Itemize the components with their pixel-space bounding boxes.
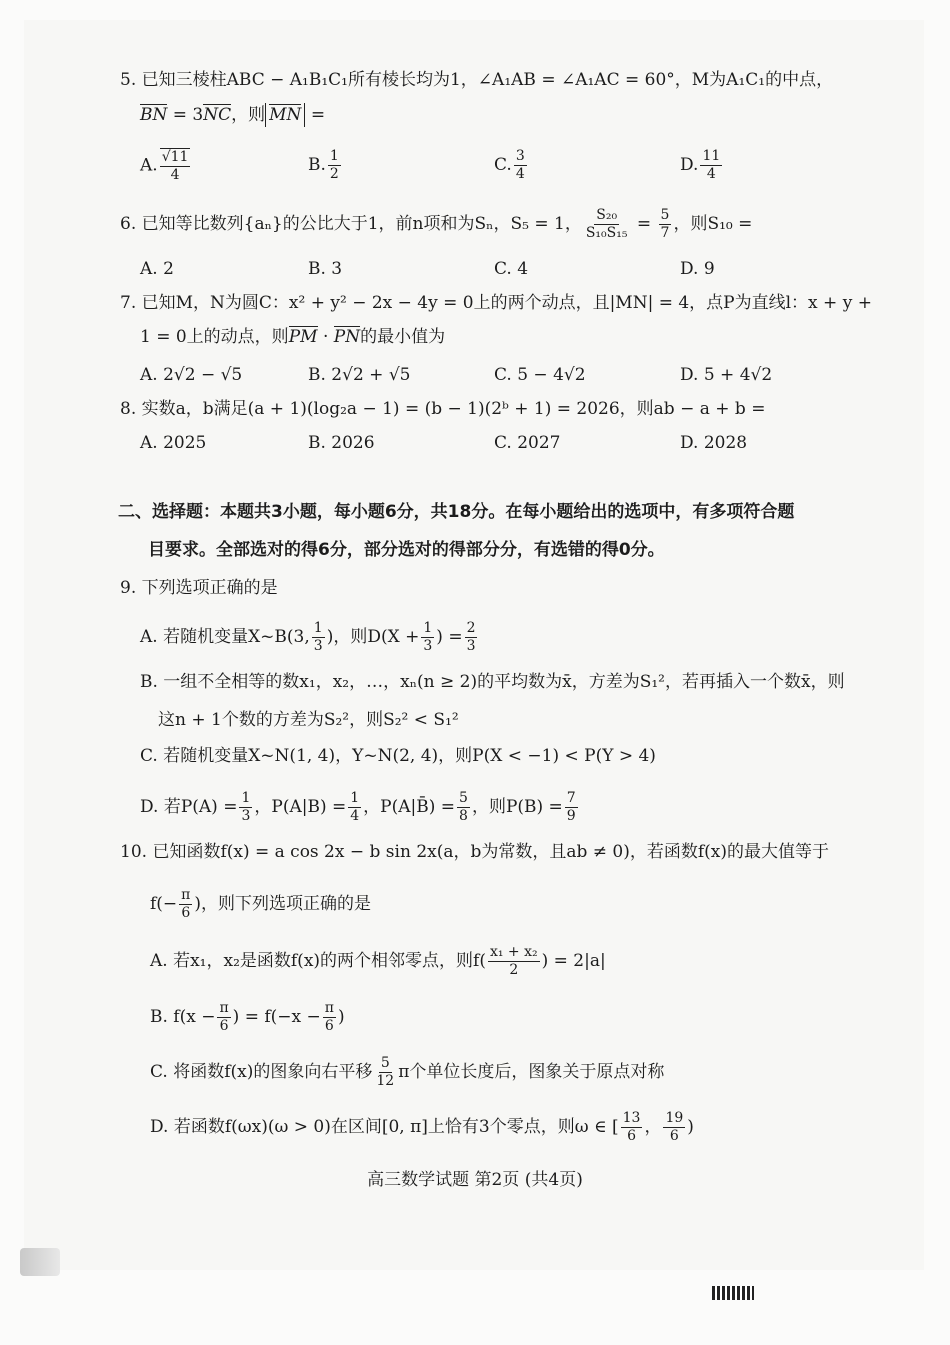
q8-line1: 8. 实数a，b满足(a + 1)(log₂a − 1) = (b − 1)(2ᵇ + 1) = 2026，则ab − a + b = bbox=[120, 399, 766, 419]
q5-option-b bbox=[308, 148, 343, 183]
q9-a-frac1 bbox=[312, 620, 325, 655]
q9-d-frac1-num: 1 bbox=[241, 790, 251, 806]
q6-frac2 bbox=[659, 207, 672, 242]
q10-a-text1: A. 若x₁，x₂是函数f(x)的两个相邻零点，则f( bbox=[150, 951, 486, 971]
q9-d-frac2-den: 4 bbox=[350, 808, 360, 824]
q10-c-text2: π个单位长度后，图象关于原点对称 bbox=[398, 1062, 665, 1082]
q8-option-b: B. 2026 bbox=[308, 433, 375, 453]
q10-a-frac-den: 2 bbox=[509, 962, 519, 978]
q10-option-a bbox=[150, 944, 606, 979]
q9-a-frac3-den: 3 bbox=[466, 638, 476, 654]
q9-stem: 9. 下列选项正确的是 bbox=[120, 578, 278, 598]
q10-c-frac-den: 12 bbox=[376, 1073, 395, 1089]
q10-option-b bbox=[150, 1000, 345, 1035]
q9-d-frac4 bbox=[565, 790, 578, 825]
q9-a-frac2 bbox=[421, 620, 434, 655]
q9-d-frac1-den: 3 bbox=[241, 808, 251, 824]
vector-mn: MN bbox=[269, 105, 302, 125]
vector-pn: PN bbox=[333, 327, 361, 347]
q10-text-a: f(− bbox=[150, 894, 178, 914]
q10-b-frac1-num: π bbox=[219, 1000, 229, 1016]
q9-d-text3: ，P(A|B̄) = bbox=[363, 797, 456, 817]
q9-a-frac3-num: 2 bbox=[466, 620, 476, 636]
q10-a-frac bbox=[488, 944, 540, 979]
q9-a-frac2-num: 1 bbox=[423, 620, 433, 636]
scan-smudge bbox=[20, 1248, 60, 1276]
q9-a-text1: A. 若随机变量X~B(3, bbox=[140, 627, 310, 647]
q6-frac2-den: 7 bbox=[660, 225, 670, 241]
q10-d-frac1-num: 13 bbox=[622, 1110, 641, 1126]
q9-d-frac2 bbox=[348, 790, 361, 825]
q5-c-den: 4 bbox=[515, 166, 525, 182]
q10-frac bbox=[179, 887, 192, 922]
q5-a-frac bbox=[160, 148, 191, 184]
q9-a-text2: )，则D(X + bbox=[326, 627, 420, 647]
q6-text-b: ，则S₁₀ = bbox=[673, 214, 753, 234]
q6-option-b: B. 3 bbox=[308, 259, 343, 279]
section2-heading-line2: 目要求。全部选对的得6分，部分选对的得部分分，有选错的得0分。 bbox=[148, 540, 665, 560]
q10-frac-num: π bbox=[181, 887, 191, 903]
q5-c-num: 3 bbox=[515, 148, 525, 164]
q5-end: = bbox=[305, 105, 326, 125]
q7-option-b: B. 2√2 + √5 bbox=[308, 365, 411, 385]
q6-frac2-num: 5 bbox=[660, 207, 670, 223]
q9-a-frac1-den: 3 bbox=[313, 638, 323, 654]
q9-d-frac3-den: 8 bbox=[459, 808, 468, 824]
q9-option-a bbox=[140, 620, 479, 655]
q6-option-d: D. 9 bbox=[680, 259, 715, 279]
q5-b-den: 2 bbox=[329, 166, 339, 182]
q8-option-d: D. 2028 bbox=[680, 433, 748, 453]
q5-d-label: D. bbox=[680, 155, 699, 175]
q9-d-frac3-num: 5 bbox=[459, 790, 468, 806]
q10-line2 bbox=[150, 887, 371, 922]
q6-text-a: 6. 已知等比数列{aₙ}的公比大于1，前n项和为Sₙ，S₅ = 1， bbox=[120, 214, 582, 234]
q7-dot: · bbox=[317, 327, 334, 347]
q10-frac-den: 6 bbox=[181, 905, 191, 921]
q10-b-text2: ) = f(−x − bbox=[232, 1007, 321, 1027]
q6-line1 bbox=[120, 207, 752, 242]
q10-b-frac1 bbox=[217, 1000, 230, 1035]
q5-c-label: C. bbox=[494, 155, 512, 175]
q5-c-frac bbox=[514, 148, 527, 183]
q6-frac1-den: S₁₀S₁₅ bbox=[585, 225, 628, 241]
q9-d-frac4-num: 7 bbox=[566, 790, 576, 806]
vector-nc: NC bbox=[203, 105, 232, 125]
q5-a-label: A. bbox=[140, 155, 158, 176]
q5-d-num: 11 bbox=[702, 148, 721, 164]
q10-b-frac2-den: 6 bbox=[324, 1018, 334, 1034]
q9-option-d bbox=[140, 790, 580, 825]
qr-code-icon bbox=[712, 1286, 754, 1300]
q6-frac1-num: S₂₀ bbox=[596, 207, 618, 223]
q9-d-text1: D. 若P(A) = bbox=[140, 797, 238, 817]
q6-eq: = bbox=[631, 214, 657, 234]
q10-d-text3: ) bbox=[687, 1117, 694, 1137]
q7-line1: 7. 已知M，N为圆C：x² + y² − 2x − 4y = 0上的两个动点，且|MN| = 4，点P为直线l：x + y + bbox=[120, 293, 872, 313]
q9-d-text2: ，P(A|B) = bbox=[254, 797, 347, 817]
q9-d-frac2-num: 1 bbox=[350, 790, 360, 806]
q9-a-text3: ) = bbox=[436, 627, 463, 647]
q8-option-c: C. 2027 bbox=[494, 433, 561, 453]
q10-d-frac1 bbox=[621, 1110, 643, 1145]
q9-a-frac3 bbox=[465, 620, 478, 655]
q6-frac1 bbox=[584, 207, 630, 242]
q5-a-den: 4 bbox=[170, 167, 180, 183]
q10-d-frac2-num: 19 bbox=[665, 1110, 684, 1126]
q10-b-frac1-den: 6 bbox=[219, 1018, 229, 1034]
q5-option-d bbox=[680, 148, 724, 183]
q10-c-text1: C. 将函数f(x)的图象向右平移 bbox=[150, 1062, 373, 1082]
q9-option-b-line1: B. 一组不全相等的数x₁，x₂，…，xₙ(n ≥ 2)的平均数为x̄，方差为S₁²，若再插入一个数x̄，则 bbox=[140, 672, 845, 692]
q10-c-frac-num: 5 bbox=[380, 1055, 390, 1071]
q10-option-c bbox=[150, 1055, 664, 1090]
q6-option-c: C. 4 bbox=[494, 259, 529, 279]
q5-line1: 5. 已知三棱柱ABC − A₁B₁C₁所有棱长均为1，∠A₁AB = ∠A₁AC = 60°，M为A₁C₁的中点， bbox=[120, 70, 834, 90]
vector-pm: PM bbox=[288, 327, 318, 347]
q10-b-frac2-num: π bbox=[324, 1000, 334, 1016]
q7-text-a: 1 = 0上的动点，则 bbox=[140, 327, 289, 347]
q9-option-c: C. 若随机变量X~N(1, 4)，Y~N(2, 4)，则P(X < −1) < P(Y > 4) bbox=[140, 746, 656, 766]
page-footer: 高三数学试题 第2页 (共4页) bbox=[367, 1170, 583, 1190]
q5-option-a bbox=[140, 148, 192, 184]
q5-eq: = 3 bbox=[167, 105, 204, 125]
q9-a-frac2-den: 3 bbox=[423, 638, 433, 654]
q10-d-frac2 bbox=[663, 1110, 685, 1145]
q9-d-frac4-den: 9 bbox=[566, 808, 576, 824]
section2-heading-line1: 二、选择题：本题共3小题，每小题6分，共18分。在每小题给出的选项中，有多项符合题 bbox=[118, 502, 795, 522]
q5-a-num: √11 bbox=[161, 149, 189, 165]
q8-option-a: A. 2025 bbox=[140, 433, 207, 453]
vector-bn: BN bbox=[140, 105, 168, 125]
q7-option-d: D. 5 + 4√2 bbox=[680, 365, 773, 385]
q9-a-frac1-num: 1 bbox=[313, 620, 323, 636]
q6-option-a: A. 2 bbox=[140, 259, 174, 279]
q9-option-b-line2: 这n + 1个数的方差为S₂²，则S₂² < S₁² bbox=[158, 710, 459, 730]
q10-d-frac1-den: 6 bbox=[627, 1128, 636, 1144]
q10-b-text1: B. f(x − bbox=[150, 1007, 216, 1027]
q9-d-frac3 bbox=[457, 790, 470, 825]
q7-text-b: 的最小值为 bbox=[360, 327, 446, 347]
q10-text-b: )，则下列选项正确的是 bbox=[194, 894, 372, 914]
q10-c-frac bbox=[374, 1055, 396, 1090]
q7-option-c: C. 5 − 4√2 bbox=[494, 365, 586, 385]
q10-a-text2: ) = 2|a| bbox=[541, 951, 606, 971]
q5-then: ，则 bbox=[231, 105, 266, 125]
q10-d-text2: ， bbox=[644, 1117, 662, 1137]
q10-b-frac2 bbox=[323, 1000, 336, 1035]
q9-d-text4: ，则P(B) = bbox=[471, 797, 563, 817]
q10-d-frac2-den: 6 bbox=[669, 1128, 679, 1144]
q10-d-text1: D. 若函数f(ωx)(ω > 0)在区间[0, π]上恰有3个零点，则ω ∈ [ bbox=[150, 1117, 619, 1137]
q10-b-text3: ) bbox=[337, 1007, 345, 1027]
q5-b-label: B. bbox=[308, 155, 326, 175]
q10-line1: 10. 已知函数f(x) = a cos 2x − b sin 2x(a，b为常数，且ab ≠ 0)，若函数f(x)的最大值等于 bbox=[120, 842, 830, 862]
q5-d-frac bbox=[700, 148, 722, 183]
abs-mn bbox=[265, 103, 305, 127]
q5-d-den: 4 bbox=[706, 166, 716, 182]
q5-line2 bbox=[140, 103, 325, 127]
q9-d-frac1 bbox=[239, 790, 252, 825]
q5-b-frac bbox=[328, 148, 341, 183]
q5-b-num: 1 bbox=[329, 148, 339, 164]
q10-a-frac-num: x₁ + x₂ bbox=[489, 944, 538, 960]
q7-option-a: A. 2√2 − √5 bbox=[140, 365, 243, 385]
q7-line2 bbox=[140, 325, 445, 349]
q10-option-d bbox=[150, 1110, 694, 1145]
q5-option-c bbox=[494, 148, 529, 183]
